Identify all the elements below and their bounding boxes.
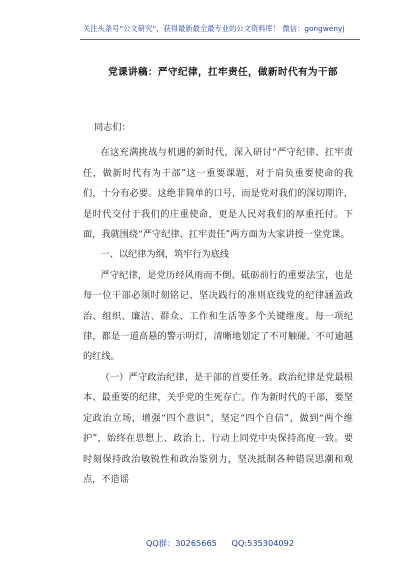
paragraph-political-discipline: （一）严守政治纪律，是干部的首要任务。政治纪律是党最根本、最重要的纪律，关乎党的生死存亡。作为新时代的干部，要坚定政治立场，增强“四个意识”，坚定“四个自信”，做到“两个维护”，始终在思想上、政治上、行动上同党中央保持高度一致。要时刻保持政治敏锐性和政治鉴别力，坚决抵制各种错误思潮和观点，不造谣 [83,371,353,485]
document-title: 党课讲稿：严守纪律，扛牢责任，做新时代有为干部 [108,67,338,78]
paragraph-discipline: 严守纪律，是党历经风雨而不倒、砥砺前行的重要法宝，也是每一位干部必须时刻铭记、坚决践行的准则底线党的纪律涵盖政治、组织、廉洁、群众、工作和生活等多个关键维度。每一项纪律，都是一道高悬的警示明灯，清晰地划定了不可触碰、不可逾越的红线。 [83,269,353,363]
greeting: 同志们： [94,122,131,133]
document-body [83,118,353,490]
footer-qq: QQ:535304092 [231,538,295,548]
header-promo-note: 关注头条号“公文研究”，获得最新最全最专业的公文资料库！ 微信：gongwenyj [83,24,345,33]
paragraph-intro: 在这充满挑战与机遇的新时代，深入研讨“严守纪律、扛牢责任，做新时代有为干部”这一重要课题，对于肩负重要使命的我们，十分有必要。这绝非简单的口号，而是党对我们的深切期许，是时代交付于我们的庄重使命，更是人民对我们的厚重托付。下面，我就围绕“严守纪律、扛牢责任”两方面为大家讲授一堂党课。 [83,147,353,241]
section-heading-1: 一、以纪律为纲，筑牢行为底线 [100,249,230,261]
footer-qq-group: QQ群：30265665 [145,538,217,548]
footer-contact [80,538,360,549]
header-divider [80,39,360,40]
